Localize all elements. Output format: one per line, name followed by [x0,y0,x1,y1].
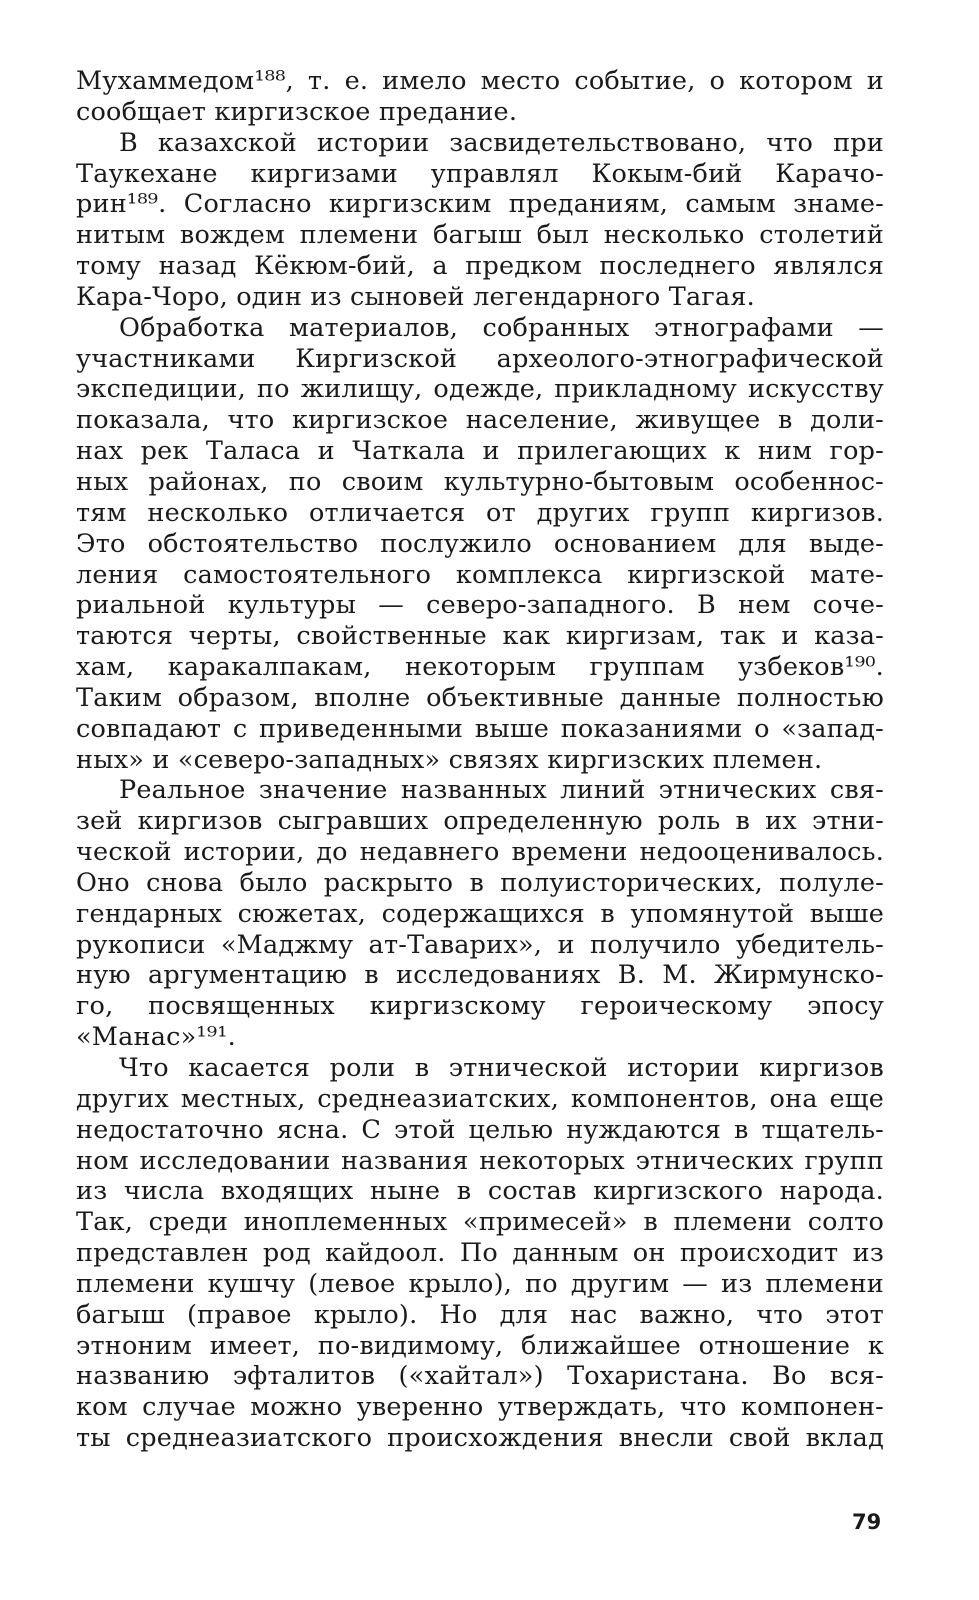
text-line: Это обстоятельство послужило основанием для выде- [76,528,884,559]
text-line: Что касается роли в этнической истории киргизов [119,1053,884,1083]
text-line: Таким образом, вполне объективные данные полностью [76,682,884,713]
text-line: совпадают с приведенными выше показаниями о «запад- [76,713,884,744]
text-line: Таукехане киргизами управлял Кокым-бий Карачо- [76,158,884,189]
body-text [76,66,884,1454]
text-line: ком случае можно уверенно утверждать, что компонен- [76,1392,884,1423]
text-line: других местных, среднеазиатских, компонентов, она еще [76,1083,884,1114]
text-line: ном исследовании названия некоторых этнических групп [76,1145,884,1176]
text-line: зей киргизов сыгравших определенную роль в их этни- [76,806,884,837]
text-line: ления самостоятельного комплекса киргизской мате- [76,559,884,590]
text-line: тому назад Кёкюм-бий, а предком последнего являлся [76,251,884,282]
page-number: 79 [852,1510,882,1534]
text-line: ты среднеазиатского происхождения внесли свой вклад [76,1423,884,1454]
text-line: тям несколько отличается от других групп киргизов. [76,497,884,528]
text-line: участниками Киргизской археолого-этнографической [76,343,884,374]
text-line: го, посвященных киргизскому героическому эпосу [76,991,884,1022]
text-line: сообщает киргизское предание. [76,96,518,127]
text-line: таются черты, свойственные как киргизам, так и каза- [76,621,884,652]
text-line: Так, среди иноплеменных «примесей» в племени солто [76,1207,884,1238]
text-line: багыш (правое крыло). Но для нас важно, что этот [76,1299,884,1330]
text-line: Мухаммедом¹⁸⁸, т. е. имело место событие, о котором и [76,66,884,96]
text-line: названию эфталитов («хайтал») Тохаристана. Во вся- [76,1361,884,1392]
text-line: представлен род кайдоол. По данным он происходит из [76,1238,884,1269]
text-line: ных районах, по своим культурно-бытовым особеннос- [76,466,884,497]
text-line: хам, каракалпакам, некоторым группам узбеков¹⁹⁰. [76,652,884,683]
text-line: нах рек Таласа и Чаткала и прилегающих к ним гор- [76,436,884,467]
text-line: риальной культуры — северо-западного. В нем соче- [76,590,884,621]
text-line: Реальное значение названных линий этнических свя- [119,775,884,806]
text-line: показала, что киргизское население, живущее в доли- [76,405,884,436]
text-line: из числа входящих ныне в состав киргизского народа. [76,1176,884,1207]
text-line: экспедиции, по жилищу, одежде, прикладному искусству [76,374,884,405]
text-line: «Манас»¹⁹¹. [76,1022,236,1053]
text-line: Обработка материалов, собранных этнографами — [119,312,884,343]
text-line: рукописи «Маджму ат-Таварих», и получило убедитель- [76,929,884,960]
text-line: этноним имеет, по-видимому, ближайшее отношение к [76,1330,884,1361]
text-line: рин¹⁸⁹. Согласно киргизским преданиям, самым знаме- [76,189,884,220]
text-line: ных» и «северо-западных» связях киргизских племен. [76,744,823,775]
text-line: нитым вождем племени багыш был несколько столетий [76,220,884,251]
text-line: Кара-Чоро, один из сыновей легендарного Тагая. [76,281,755,312]
text-line: ную аргументацию в исследованиях В. М. Жирмунско- [76,960,884,991]
text-line: Оно снова было раскрыто в полуисторических, полуле- [76,867,884,898]
text-line: В казахской истории засвидетельствовано, что при [119,127,884,158]
text-line: ческой истории, до недавнего времени недооценивалось. [76,837,884,868]
text-line: племени кушчу (левое крыло), по другим — из племени [76,1268,884,1299]
text-line: недостаточно ясна. С этой целью нуждаются в тщатель- [76,1114,884,1145]
text-line: гендарных сюжетах, содержащихся в упомянутой выше [76,898,884,929]
